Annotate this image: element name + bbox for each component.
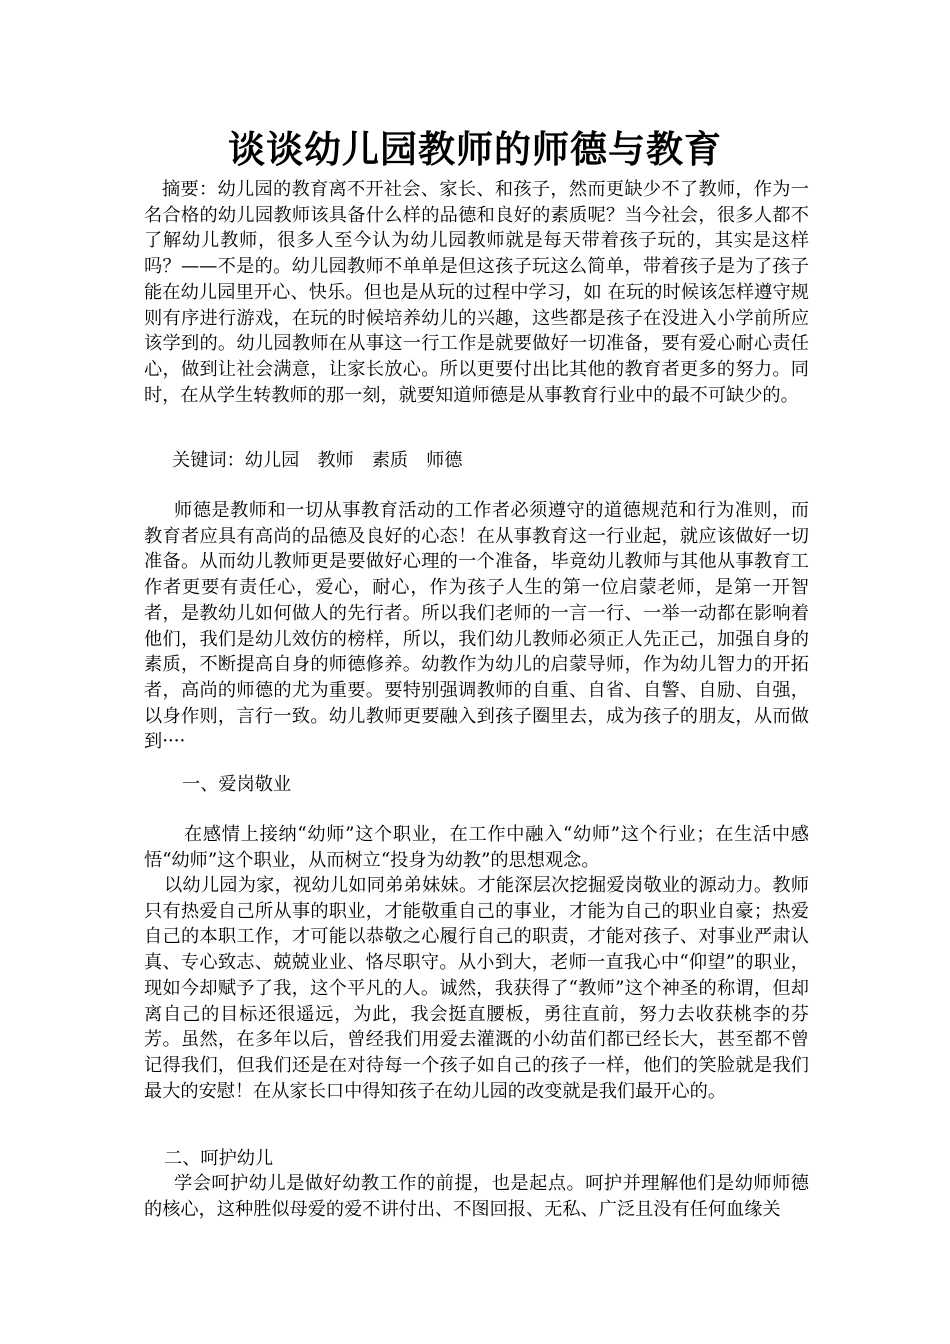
keyword: 素质 xyxy=(371,450,409,471)
keyword: 教师 xyxy=(317,450,354,471)
body-paragraph: 师德是教师和一切从事教育活动的工作者必须遵守的道德规范和行为准则，而教育者应具有高尚的品德及良好的心态！在从事教育这一行业起，就应该做好一切准备。从而幼儿教师更是要做好心理的一个准备，毕竟幼儿教师与其他从事教育工作者更要有责任心，爱心，耐心，作为孩子人生的第一位启蒙老师，是第一开智者，是教幼儿如何做人的先行者。所以我们老师的一言一行、一举一动都在影响着他们，我们是幼儿效仿的榜样，所以，我们幼儿教师必须正人先正己，加强自身的素质，不断提高自身的师德修养。幼教作为幼儿的启蒙导师，作为幼儿智力的开拓者，高尚的师德的尤为重要。要特别强调教师的自重、自省、自警、自励、自强，以身作则，言行一致。幼儿教师更要融入到孩子圈里去，成为孩子的朋友，从而做到···· xyxy=(144,500,809,753)
abstract-paragraph: 摘要：幼儿园的教育离不开社会、家长、和孩子，然而更缺少不了教师，作为一名合格的幼儿园教师该具备什么样的品德和良好的素质呢？当今社会，很多人都不了解幼儿教师，很多人至今认为幼儿园教师就是每天带着孩子玩的，其实是这样吗？——不是的。幼儿园教师不单单是但这孩子玩这么简单，带着孩子是为了孩子能在幼儿园里开心、快乐。但也是从玩的过程中学习，如 在玩的时候该怎样遵守规则有序进行游戏，在玩的时候培养幼儿的兴趣，这些都是孩子在没进入小学前所应该学到的。幼儿园教师在从事这一行工作是就要做好一切准备，要有爱心耐心责任心，做到让社会满意，让家长放心。所以更要付出比其他的教育者更多的努力。同时，在从学生转教师的那一刻，就要知道师德是从事教育行业中的最不可缺少的。 xyxy=(144,179,809,406)
body-paragraph: 在感情上接纳“幼师”这个职业，在工作中融入“幼师”这个行业；在生活中感悟“幼师”这个职业，从而树立“投身为幼教”的思想观念。 xyxy=(144,824,809,871)
body-paragraph: 学会呵护幼儿是做好幼教工作的前提，也是起点。呵护并理解他们是幼师师德的核心，这种胜似母爱的爱不讲付出、不图回报、无私、广泛且没有任何血缘关 xyxy=(144,1173,809,1220)
keyword: 师德 xyxy=(426,450,463,471)
keywords-label: 关键词：幼儿园 xyxy=(172,450,300,471)
keywords-line xyxy=(172,448,772,474)
section-heading: 二、呵护幼儿 xyxy=(164,1148,274,1169)
body-paragraph: 以幼儿园为家，视幼儿如同弟弟妹妹。才能深层次挖掘爱岗敬业的源动力。教师只有热爱自己所从事的职业，才能敬重自己的事业，才能为自己的职业自豪；热爱自己的本职工作，才可能以恭敬之心履行自己的职责，才能对孩子、对事业严肃认真、专心致志、兢兢业业、恪尽职守。从小到大，老师一直我心中“仰望”的职业，现如今却赋予了我，这个平凡的人。诚然，我获得了“教师”这个神圣的称谓，但却离自己的目标还很遥远，为此，我会挺直腰板，勇往直前，努力去收获桃李的芬芳。虽然，在多年以后，曾经我们用爱去灌溉的小幼苗们都已经长大，甚至都不曾记得我们，但我们还是在对待每一个孩子如自己的孩子一样，他们的笑脸就是我们最大的安慰！在从家长口中得知孩子在幼儿园的改变就是我们最开心的。 xyxy=(144,875,809,1102)
document-title: 谈谈幼儿园教师的师德与教育 xyxy=(228,127,722,171)
section-heading: 一、爱岗敬业 xyxy=(182,774,292,795)
